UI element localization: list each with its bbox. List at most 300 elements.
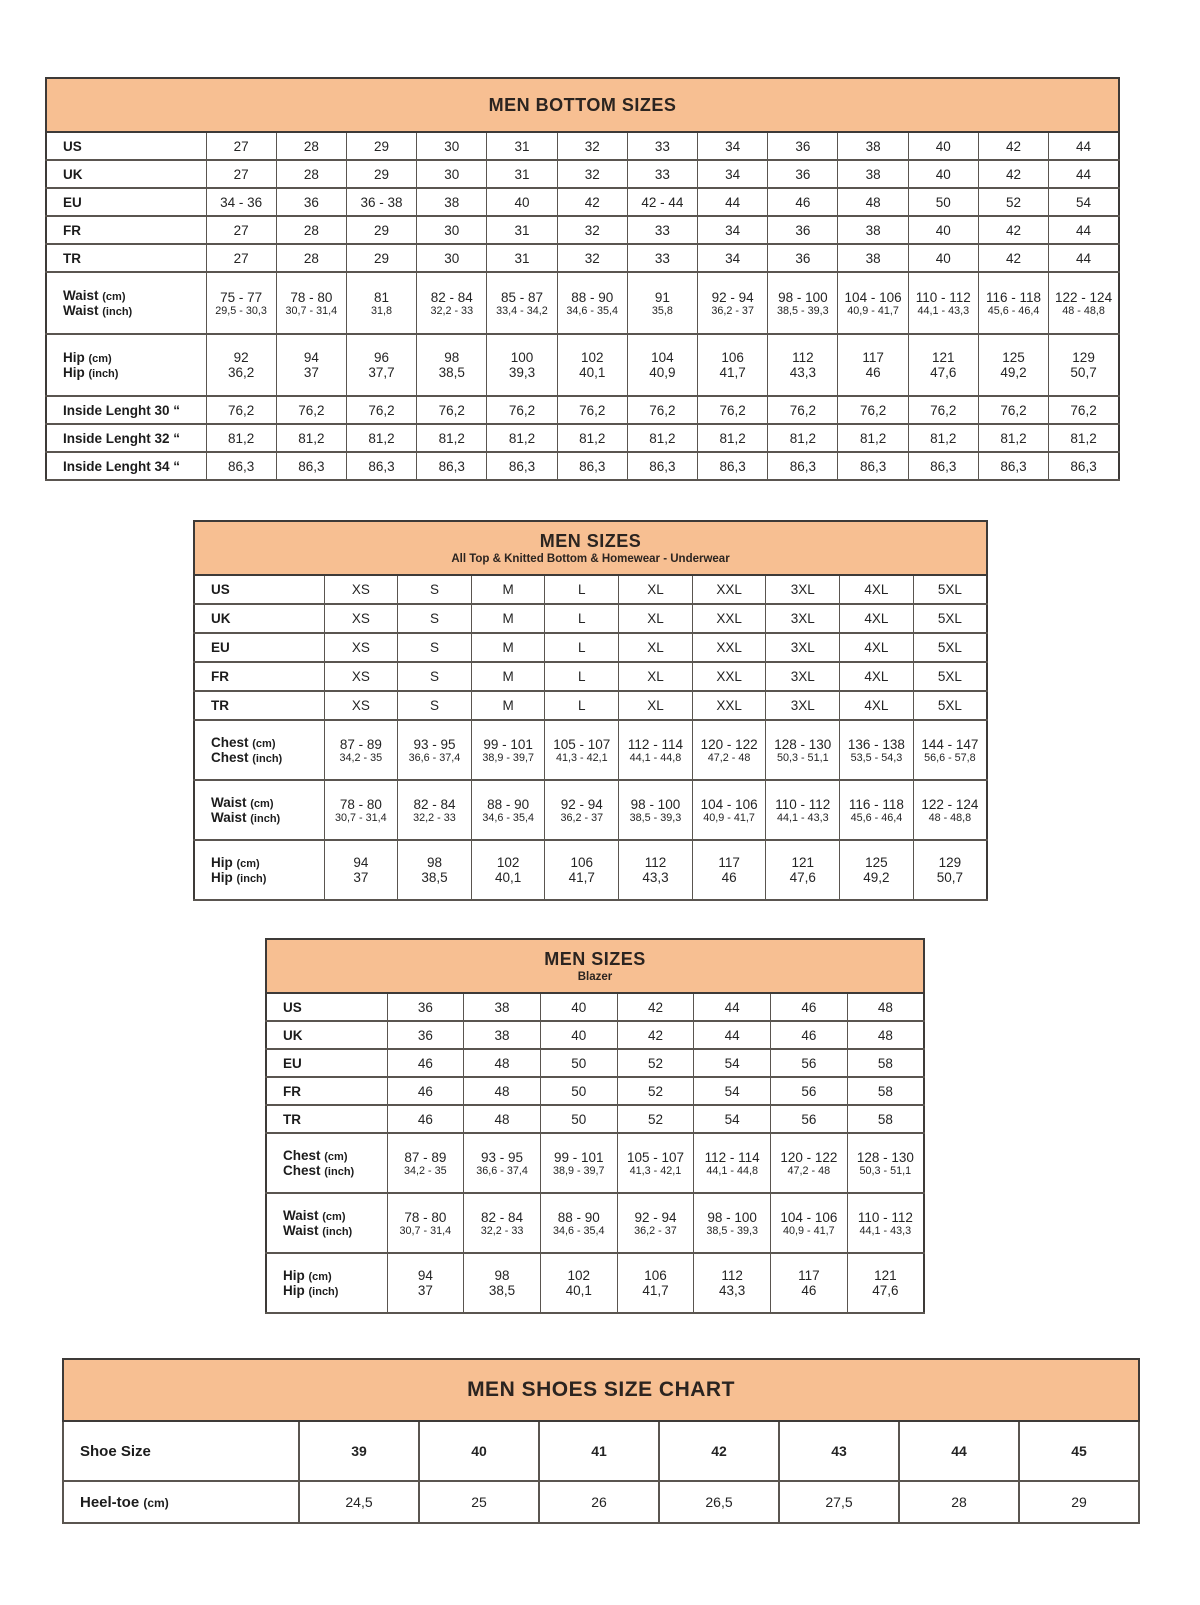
size-cell xyxy=(698,396,768,424)
size-cell xyxy=(840,691,914,720)
size-value: 42 xyxy=(1006,166,1022,182)
size-cell xyxy=(771,1133,848,1193)
size-value: 122 - 124 xyxy=(921,796,979,812)
size-value: 44 xyxy=(1076,138,1092,154)
row-label xyxy=(194,575,324,604)
size-value: 40,9 - 41,7 xyxy=(783,1224,835,1237)
row-label-text: FR xyxy=(63,222,81,238)
size-cell xyxy=(387,993,464,1021)
size-value: 38,5 - 39,3 xyxy=(777,304,829,317)
size-value: 93 - 95 xyxy=(481,1149,524,1165)
size-value: 125 xyxy=(865,855,888,870)
size-cell xyxy=(978,160,1048,188)
men-shoes-size-chart xyxy=(62,1358,1140,1524)
row-label-text: Hip (inch) xyxy=(211,870,267,885)
size-value: 106 xyxy=(721,350,744,365)
size-value: 37 xyxy=(417,1283,433,1298)
size-value: 37,7 xyxy=(368,365,395,380)
size-cell xyxy=(838,244,908,272)
size-cell xyxy=(276,216,346,244)
row-label-text: Waist (cm) xyxy=(283,1208,346,1223)
size-value: 28 xyxy=(303,166,319,182)
size-value: 92 - 94 xyxy=(634,1209,677,1225)
size-value: 34,2 - 35 xyxy=(404,1164,447,1177)
size-value: 99 - 101 xyxy=(483,736,533,752)
size-value: 50 xyxy=(571,1055,587,1071)
size-cell xyxy=(206,424,276,452)
size-cell xyxy=(276,424,346,452)
size-cell xyxy=(540,1133,617,1193)
size-value: 50,7 xyxy=(1070,365,1097,380)
size-cell xyxy=(913,575,987,604)
size-value: 44 xyxy=(724,999,740,1015)
size-value: 47,6 xyxy=(872,1283,899,1298)
size-cell xyxy=(346,244,416,272)
size-value: 33 xyxy=(654,250,670,266)
size-value: 40,9 xyxy=(649,365,676,380)
size-value: 98 - 100 xyxy=(707,1209,757,1225)
size-cell xyxy=(617,1253,694,1313)
size-value: XS xyxy=(351,640,370,655)
size-cell xyxy=(913,604,987,633)
size-value: 30 xyxy=(444,166,460,182)
size-cell xyxy=(487,188,557,216)
size-value: 44 xyxy=(1076,222,1092,238)
size-value: XL xyxy=(647,698,664,713)
table-subtitle: All Top & Knitted Bottom & Homewear - Underwear xyxy=(451,553,730,565)
size-cell xyxy=(557,334,627,396)
size-cell xyxy=(619,662,693,691)
size-value: 82 - 84 xyxy=(481,1209,524,1225)
row-label xyxy=(194,633,324,662)
size-cell xyxy=(978,216,1048,244)
row-label-text: EU xyxy=(63,194,82,210)
size-value: 39,3 xyxy=(508,365,536,380)
size-value: 100 xyxy=(510,350,534,365)
size-value: 32,2 - 33 xyxy=(430,304,474,317)
size-cell xyxy=(417,132,487,160)
size-cell xyxy=(838,424,908,452)
size-value: 86,3 xyxy=(368,458,395,474)
size-value: 48 xyxy=(494,1083,510,1099)
size-value: 28 xyxy=(303,250,319,266)
size-cell xyxy=(847,1049,924,1077)
size-value: 31 xyxy=(514,166,530,182)
size-cell xyxy=(324,575,398,604)
size-cell xyxy=(1049,132,1119,160)
size-cell xyxy=(694,1021,771,1049)
size-value: 110 - 112 xyxy=(915,289,971,305)
size-value: 110 - 112 xyxy=(857,1209,913,1225)
row-label xyxy=(194,840,324,900)
size-cell xyxy=(346,424,416,452)
size-value: 36 xyxy=(417,1027,433,1043)
size-value: 4XL xyxy=(864,669,889,684)
size-cell xyxy=(387,1133,464,1193)
size-value: 36,6 - 37,4 xyxy=(476,1164,528,1177)
size-value: 32 xyxy=(584,166,600,182)
size-cell xyxy=(464,1253,541,1313)
size-value: 86,3 xyxy=(298,458,325,474)
size-value: 46 xyxy=(865,365,881,380)
size-value: 38 xyxy=(444,194,460,210)
row-label xyxy=(46,272,206,334)
size-cell xyxy=(899,1421,1019,1481)
size-value: 43 xyxy=(831,1443,847,1459)
size-value: 25 xyxy=(471,1494,487,1510)
size-value: 104 - 106 xyxy=(780,1209,838,1225)
row-label-text: FR xyxy=(283,1083,301,1099)
size-value: 81,2 xyxy=(649,430,676,446)
size-cell xyxy=(464,1049,541,1077)
size-value: 46 xyxy=(721,870,737,885)
size-value: 28 xyxy=(303,222,319,238)
size-cell xyxy=(417,334,487,396)
size-cell xyxy=(417,216,487,244)
size-cell xyxy=(417,160,487,188)
row-label xyxy=(46,188,206,216)
size-value: 56 xyxy=(801,1111,817,1127)
size-cell xyxy=(847,1105,924,1133)
size-cell xyxy=(206,452,276,480)
size-cell xyxy=(324,662,398,691)
size-cell xyxy=(471,691,545,720)
size-cell xyxy=(771,993,848,1021)
size-cell xyxy=(539,1481,659,1523)
size-value: 44,1 - 43,3 xyxy=(776,811,829,824)
size-value: 27 xyxy=(233,166,249,182)
size-value: 48 - 48,8 xyxy=(1062,304,1105,317)
size-cell xyxy=(1049,188,1119,216)
row-label-text: Hip (inch) xyxy=(63,365,119,380)
size-cell xyxy=(398,780,472,840)
size-value: 98 xyxy=(426,855,442,870)
size-cell xyxy=(1019,1481,1139,1523)
row-label xyxy=(46,132,206,160)
size-cell xyxy=(557,160,627,188)
size-cell xyxy=(698,272,768,334)
size-value: 3XL xyxy=(790,611,815,626)
size-cell xyxy=(557,188,627,216)
size-cell xyxy=(913,691,987,720)
size-cell xyxy=(387,1253,464,1313)
size-value: 40 xyxy=(514,194,530,210)
size-cell xyxy=(694,1133,771,1193)
size-value: 76,2 xyxy=(859,402,887,418)
size-value: 41,3 - 42,1 xyxy=(555,751,608,764)
size-cell xyxy=(838,132,908,160)
size-value: 86,3 xyxy=(1000,458,1027,474)
size-value: 88 - 90 xyxy=(571,289,614,305)
size-cell xyxy=(698,244,768,272)
row-label-text: Inside Lenght 34 “ xyxy=(63,458,181,474)
size-value: 40 xyxy=(471,1443,487,1459)
size-value: 44 xyxy=(725,194,741,210)
size-value: 38 xyxy=(494,999,510,1015)
row-label xyxy=(46,334,206,396)
size-cell xyxy=(545,840,619,900)
size-value: 40,1 xyxy=(495,870,522,885)
size-value: 52 xyxy=(1006,194,1022,210)
size-value: 36,2 - 37 xyxy=(560,811,604,824)
size-cell xyxy=(417,452,487,480)
size-value: 112 - 114 xyxy=(627,736,683,752)
size-value: 92 - 94 xyxy=(711,289,754,305)
size-value: 37 xyxy=(353,870,369,885)
row-label-text: TR xyxy=(63,250,81,266)
size-cell xyxy=(619,575,693,604)
size-value: 136 - 138 xyxy=(847,736,905,752)
size-cell xyxy=(617,1193,694,1253)
size-cell xyxy=(540,1193,617,1253)
size-cell xyxy=(771,1105,848,1133)
size-cell xyxy=(619,720,693,780)
size-value: 112 xyxy=(644,855,667,870)
size-cell xyxy=(1049,452,1119,480)
table-title: MEN SIZES xyxy=(544,949,646,969)
size-cell xyxy=(464,1133,541,1193)
size-cell xyxy=(557,244,627,272)
size-value: 40 xyxy=(935,166,951,182)
size-value: 102 xyxy=(567,1268,591,1283)
size-value: XL xyxy=(647,640,664,655)
size-value: L xyxy=(578,611,586,626)
size-cell xyxy=(840,575,914,604)
size-value: 112 - 114 xyxy=(704,1149,760,1165)
size-cell xyxy=(206,160,276,188)
size-value: 32 xyxy=(584,250,600,266)
men-sizes-blazer-table xyxy=(265,938,925,1314)
size-cell xyxy=(766,633,840,662)
size-value: 33 xyxy=(654,166,670,182)
size-value: 76,2 xyxy=(649,402,676,418)
size-cell xyxy=(206,396,276,424)
size-value: 56 xyxy=(801,1083,817,1099)
size-value: 45,6 - 46,4 xyxy=(850,811,903,824)
size-value: 98 - 100 xyxy=(630,796,681,812)
size-value: 54 xyxy=(1076,194,1092,210)
size-cell xyxy=(276,396,346,424)
size-cell xyxy=(619,604,693,633)
size-value: S xyxy=(429,669,439,684)
size-value: 116 - 118 xyxy=(848,796,904,812)
size-value: 117 xyxy=(718,855,740,870)
size-cell xyxy=(557,272,627,334)
size-value: 81,2 xyxy=(789,430,816,446)
row-label-text: UK xyxy=(211,611,231,626)
size-cell xyxy=(387,1077,464,1105)
size-cell xyxy=(276,188,346,216)
size-value: 76,2 xyxy=(368,402,395,418)
size-cell xyxy=(471,780,545,840)
size-cell xyxy=(627,216,697,244)
size-value: 102 xyxy=(580,350,604,365)
size-value: 94 xyxy=(303,350,319,365)
size-cell xyxy=(692,691,766,720)
size-value: 54 xyxy=(724,1111,740,1127)
size-cell xyxy=(771,1253,848,1313)
size-value: 98 - 100 xyxy=(778,289,828,305)
size-value: 48 xyxy=(877,999,893,1015)
size-value: 36 xyxy=(795,166,811,182)
size-cell xyxy=(627,334,697,396)
size-value: M xyxy=(502,582,514,597)
size-cell xyxy=(694,993,771,1021)
size-cell xyxy=(838,334,908,396)
size-cell xyxy=(487,160,557,188)
row-label-text: Hip (cm) xyxy=(211,855,260,870)
size-value: S xyxy=(429,582,439,597)
size-value: 40,1 xyxy=(565,1283,592,1298)
size-value: 86,3 xyxy=(859,458,887,474)
size-value: 50,7 xyxy=(936,870,964,885)
size-cell xyxy=(398,662,472,691)
size-cell xyxy=(768,160,838,188)
size-cell xyxy=(779,1481,899,1523)
size-value: 93 - 95 xyxy=(413,736,456,752)
size-value: 49,2 xyxy=(863,870,890,885)
row-label-text: FR xyxy=(211,669,229,684)
size-cell xyxy=(545,604,619,633)
size-value: 52 xyxy=(647,1055,663,1071)
size-cell xyxy=(847,1133,924,1193)
size-cell xyxy=(768,188,838,216)
size-cell xyxy=(840,840,914,900)
size-value: 92 - 94 xyxy=(560,796,603,812)
size-value: 42 xyxy=(1006,138,1022,154)
size-cell xyxy=(276,272,346,334)
size-value: 28 xyxy=(303,138,319,154)
size-value: 34,6 - 35,4 xyxy=(552,1224,605,1237)
size-value: 34 - 36 xyxy=(220,194,263,210)
size-cell xyxy=(464,993,541,1021)
size-cell xyxy=(398,633,472,662)
row-label-text: TR xyxy=(211,698,229,713)
size-value: 76,2 xyxy=(719,402,746,418)
size-cell xyxy=(299,1421,419,1481)
size-value: 128 - 130 xyxy=(774,736,832,752)
size-value: 40 xyxy=(571,999,587,1015)
size-value: 34,6 - 35,4 xyxy=(482,811,534,824)
size-cell xyxy=(387,1021,464,1049)
size-cell xyxy=(471,840,545,900)
size-value: 58 xyxy=(877,1083,893,1099)
size-value: 30,7 - 31,4 xyxy=(335,811,387,824)
size-value: L xyxy=(578,640,586,655)
size-value: 48 xyxy=(494,1111,510,1127)
size-value: 34 xyxy=(725,138,741,154)
size-value: 38,5 xyxy=(488,1283,516,1298)
size-cell xyxy=(847,1253,924,1313)
row-label-text: Waist (cm) xyxy=(211,795,274,810)
size-value: 27,5 xyxy=(825,1494,853,1510)
size-value: XS xyxy=(351,669,370,684)
size-cell xyxy=(627,160,697,188)
size-value: 53,5 - 54,3 xyxy=(850,751,903,764)
size-cell xyxy=(324,633,398,662)
size-cell xyxy=(545,691,619,720)
size-value: 54 xyxy=(724,1083,740,1099)
size-cell xyxy=(206,244,276,272)
size-value: 81,2 xyxy=(579,430,606,446)
size-value: 121 xyxy=(791,855,815,870)
size-value: 48 xyxy=(877,1027,893,1043)
size-value: 86,3 xyxy=(227,458,255,474)
size-cell xyxy=(545,720,619,780)
size-value: 78 - 80 xyxy=(339,796,382,812)
row-label xyxy=(63,1421,299,1481)
size-cell xyxy=(487,334,557,396)
row-label-text: Chest (inch) xyxy=(211,750,283,765)
size-value: 86,3 xyxy=(1070,458,1097,474)
size-value: 87 - 89 xyxy=(339,736,382,752)
size-cell xyxy=(847,1077,924,1105)
size-value: 76,2 xyxy=(508,402,536,418)
size-cell xyxy=(698,160,768,188)
size-value: 40,9 - 41,7 xyxy=(703,811,755,824)
size-value: 42 xyxy=(1006,222,1022,238)
size-value: XL xyxy=(647,669,664,684)
size-value: 28 xyxy=(951,1494,967,1510)
size-value: 86,3 xyxy=(508,458,536,474)
row-label-text: Chest (cm) xyxy=(211,735,276,750)
size-cell xyxy=(908,334,978,396)
row-label xyxy=(266,1105,387,1133)
size-cell xyxy=(627,188,697,216)
size-value: 86,3 xyxy=(649,458,676,474)
size-cell xyxy=(387,1105,464,1133)
size-value: 117 xyxy=(798,1268,820,1283)
size-cell xyxy=(692,780,766,840)
size-value: 86,3 xyxy=(579,458,606,474)
size-cell xyxy=(659,1421,779,1481)
size-cell xyxy=(840,662,914,691)
row-label xyxy=(46,244,206,272)
size-cell xyxy=(617,1021,694,1049)
size-cell xyxy=(540,1105,617,1133)
size-value: 31 xyxy=(514,250,530,266)
size-value: 76,2 xyxy=(227,402,255,418)
size-cell xyxy=(387,1049,464,1077)
size-value: 44,1 - 44,8 xyxy=(706,1164,758,1177)
size-cell xyxy=(766,840,840,900)
row-label-text: Inside Lenght 32 “ xyxy=(63,430,181,446)
size-cell xyxy=(838,188,908,216)
row-label xyxy=(194,604,324,633)
size-value: 5XL xyxy=(937,669,962,684)
size-cell xyxy=(978,244,1048,272)
row-label xyxy=(266,1077,387,1105)
row-label xyxy=(194,662,324,691)
size-cell xyxy=(324,840,398,900)
size-cell xyxy=(417,188,487,216)
size-cell xyxy=(840,633,914,662)
size-value: 76,2 xyxy=(1070,402,1097,418)
size-value: 36,2 - 37 xyxy=(711,304,754,317)
size-value: 81,2 xyxy=(859,430,887,446)
size-cell xyxy=(387,1193,464,1253)
size-value: 58 xyxy=(877,1055,893,1071)
size-cell xyxy=(346,334,416,396)
size-value: 48 xyxy=(865,194,881,210)
size-value: 81,2 xyxy=(298,430,325,446)
size-cell xyxy=(908,132,978,160)
size-cell xyxy=(1049,160,1119,188)
size-value: 129 xyxy=(938,855,962,870)
size-cell xyxy=(1049,396,1119,424)
size-value: 88 - 90 xyxy=(557,1209,600,1225)
size-value: 27 xyxy=(233,138,249,154)
